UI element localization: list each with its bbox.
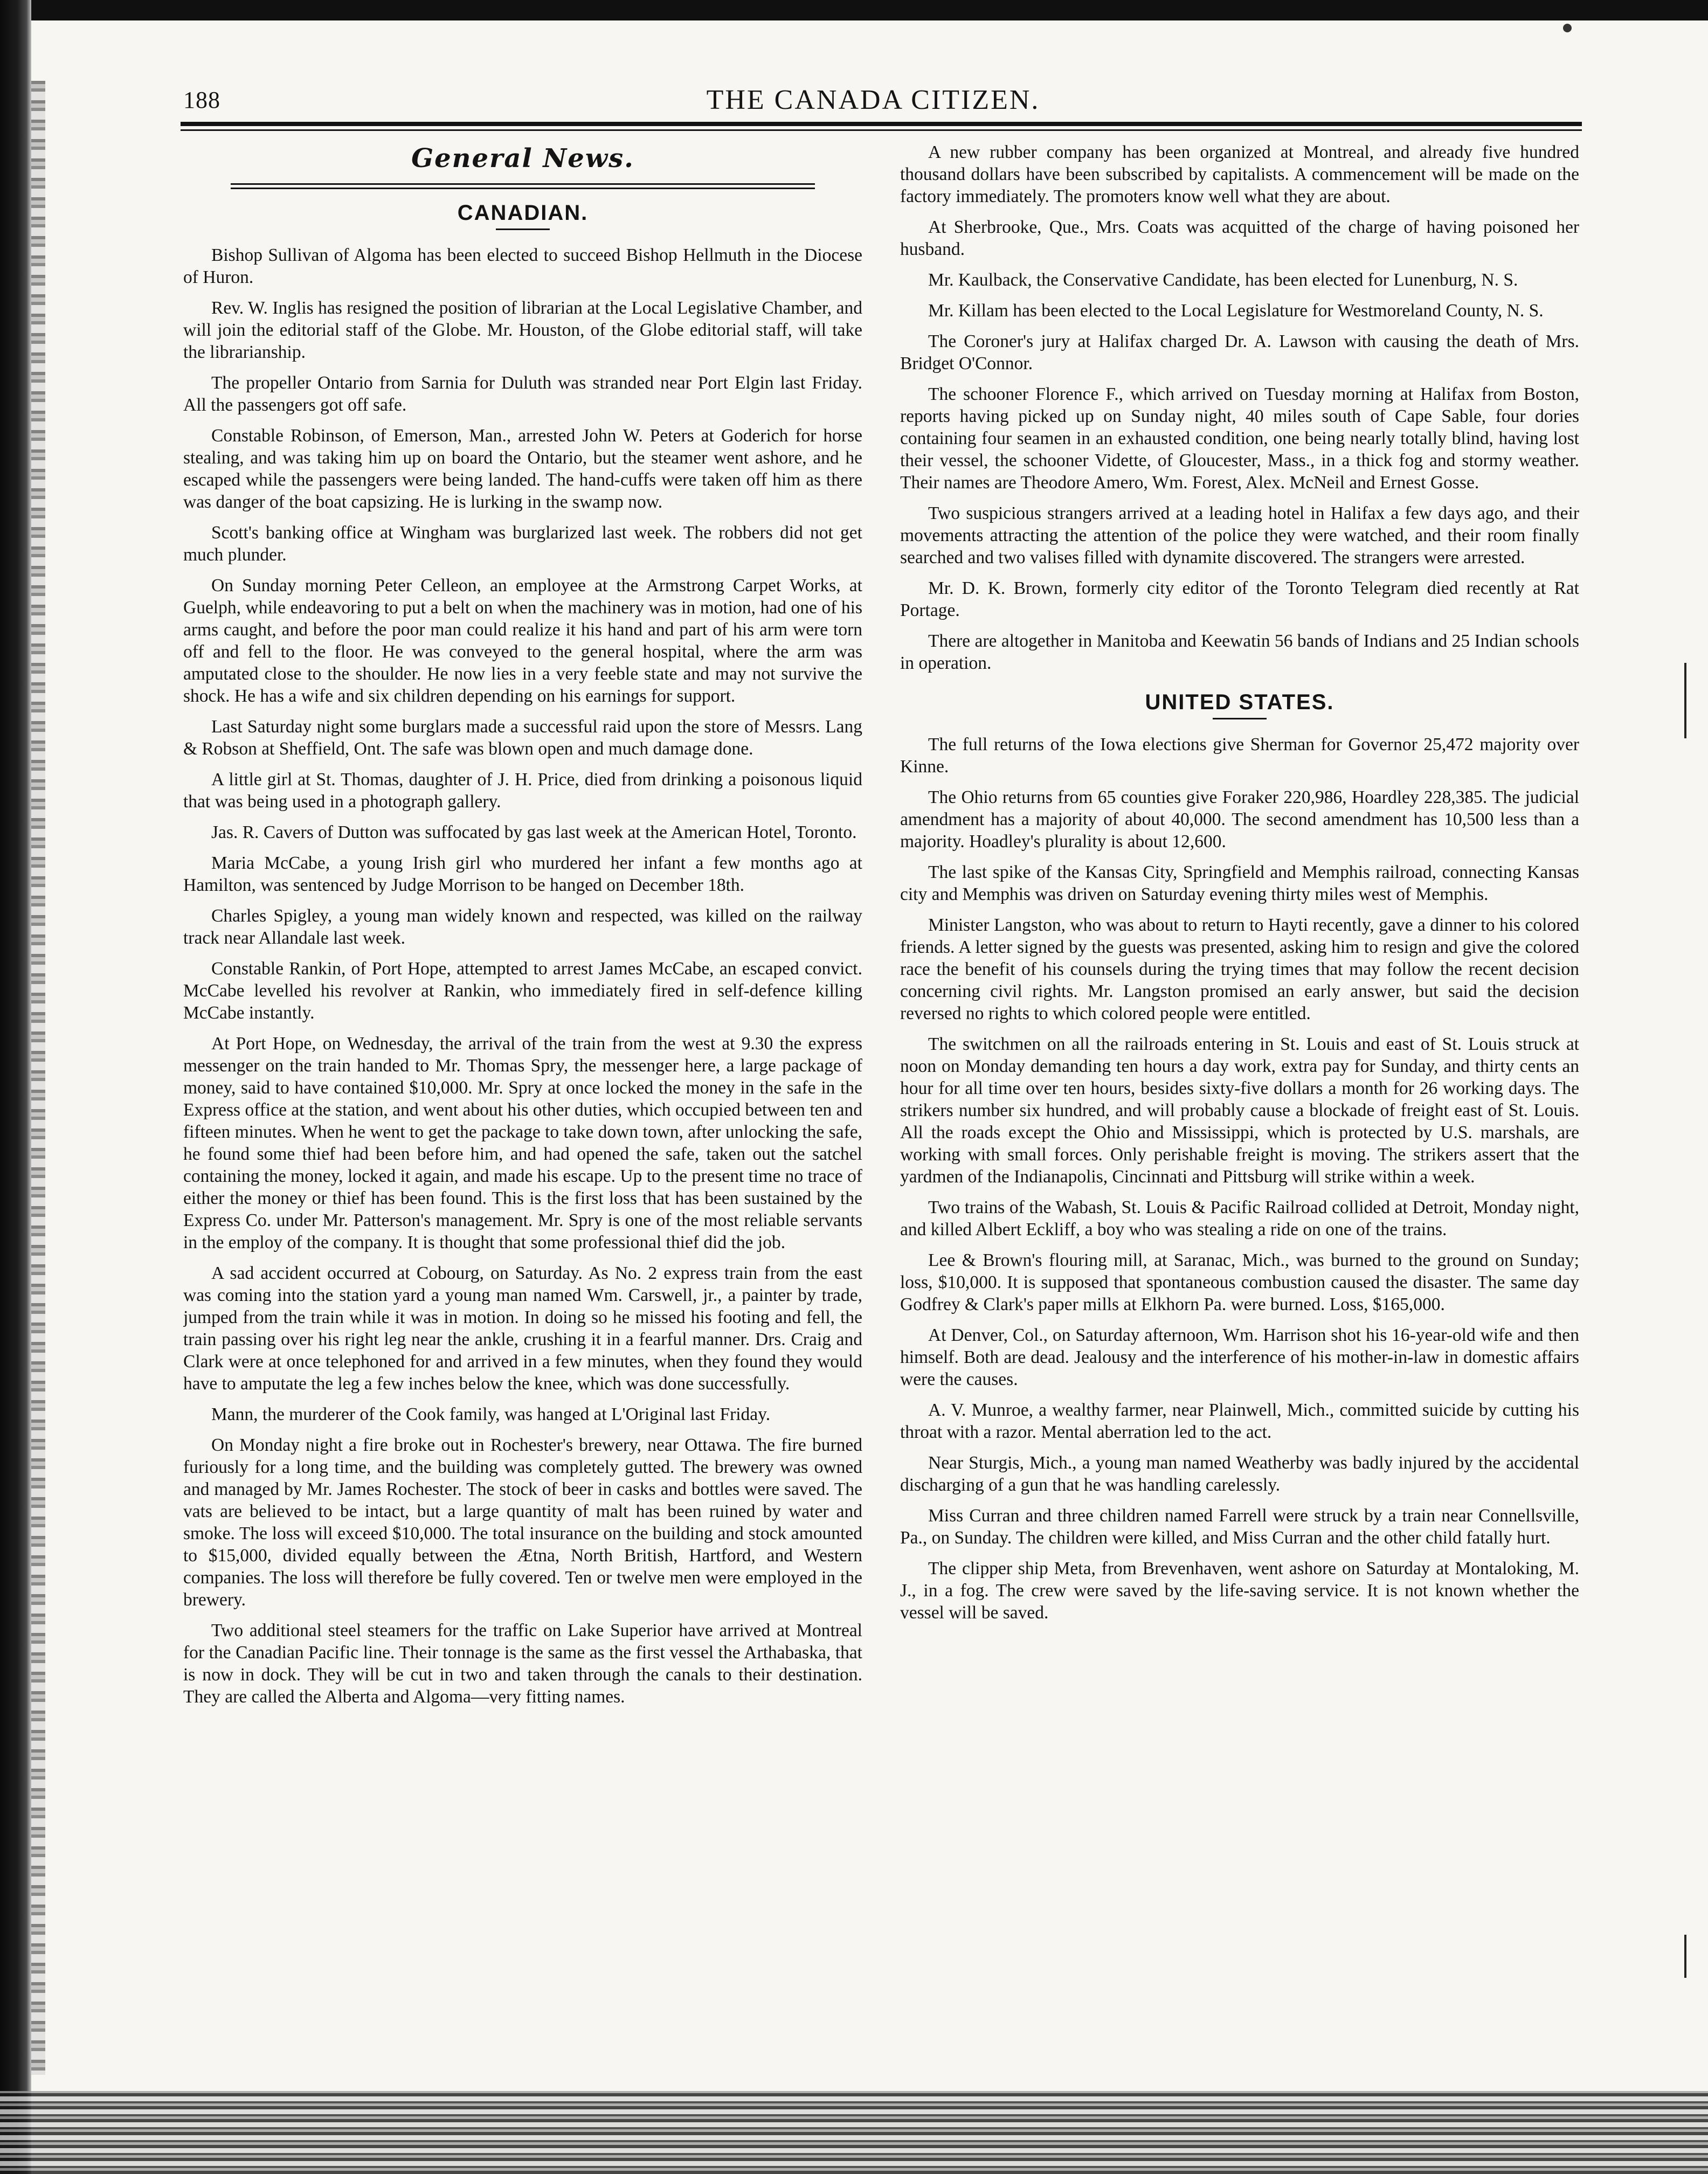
news-paragraph: The full returns of the Iowa elections give Sherman for Governor 25,472 majority over Kinne. [900, 735, 1579, 777]
news-paragraph: Jas. R. Cavers of Dutton was suffocated by gas last week at the American Hotel, Toronto. [211, 822, 857, 842]
news-paragraph: The Coroner's jury at Halifax charged Dr. A. Lawson with causing the death of Mrs. Bridget O'Connor. [900, 331, 1579, 373]
header-rule [181, 122, 1582, 126]
subsection-rule [1213, 718, 1267, 719]
news-paragraph: Two additional steel steamers for the traffic on Lake Superior have arrived at Montreal for the Canadian Pacific line. Their tonnage is the same as the first vessel the Arthabaska, that is now in dock. They will be cut in two and taken through the canals to their destination. They are called the Alberta and Algoma—very fitting names. [183, 1621, 862, 1707]
news-paragraph: The switchmen on all the railroads entering in St. Louis and east of St. Louis struck at noon on Monday demanding ten hours a day work, extra pay for Sunday, and thirty cents an hour for all time over ten hours, besides sixty-five dollars a month for 26 working days. The strikers number six hundred, and will probably cause a blockade of freight east of St. Louis. All the roads except the Ohio and Mississippi, which is protected by U.S. marshals, are working with small forces. Only perishable freight is moving. The strikers assert that the yardmen of the Indianapolis, Cincinnati and Pittsburg will strike within a week. [900, 1034, 1579, 1187]
news-paragraph: Maria McCabe, a young Irish girl who murdered her infant a few months ago at Hamilton, was sentenced by Judge Morrison to be hanged on December 18th. [183, 853, 862, 895]
news-paragraph: Mann, the murderer of the Cook family, was hanged at L'Original last Friday. [211, 1404, 771, 1424]
news-paragraph: There are altogether in Manitoba and Keewatin 56 bands of Indians and 25 Indian schools in operation. [900, 631, 1579, 673]
news-paragraph: Last Saturday night some burglars made a successful raid upon the store of Messrs. Lang & Robson at Sheffield, Ont. The safe was blown open and much damage done. [183, 717, 862, 759]
scan-binding-shadow [0, 0, 31, 2174]
scan-right-mark [1684, 1935, 1686, 1978]
news-paragraph: Scott's banking office at Wingham was burglarized last week. The robbers did not get much plunder. [183, 523, 862, 565]
news-paragraph: The clipper ship Meta, from Brevenhaven, went ashore on Saturday at Montaloking, M. J., in a fog. The crew were saved by the life-saving service. It is not known whether the vessel will be saved. [900, 1559, 1579, 1623]
news-paragraph: The propeller Ontario from Sarnia for Duluth was stranded near Port Elgin last Friday. All the passengers got off safe. [183, 373, 862, 415]
news-paragraph: Near Sturgis, Mich., a young man named Weatherby was badly injured by the accidental discharging of a gun that he was handling carelessly. [900, 1453, 1579, 1495]
news-paragraph: Minister Langston, who was about to return to Hayti recently, gave a dinner to his colored friends. A letter signed by the guests was presented, asking him to resign and give the colored race the benefit of his counsels during the trying times that may follow the recent decision concerning civil rights. Mr. Langston promised an early answer, but said the decision reversed no rights to which colored people were entitled. [900, 915, 1579, 1023]
subsection-rule [496, 229, 550, 230]
news-paragraph: Mr. Killam has been elected to the Local Legislature for Westmoreland County, N. S. [928, 301, 1544, 321]
news-paragraph: Constable Robinson, of Emerson, Man., arrested John W. Peters at Goderich for horse stealing, and was taking him up on board the Ontario, but the steamer went ashore, and he escaped while the passengers were being landed. The hand-cuffs were taken off him as there was danger of the boat capsizing. He is lurking in the swamp now. [183, 426, 862, 512]
news-paragraph: Miss Curran and three children named Farrell were struck by a train near Connellsville, Pa., on Sunday. The children were killed, and Miss Curran and the other child fatally hurt. [900, 1506, 1579, 1548]
news-paragraph: At Sherbrooke, Que., Mrs. Coats was acquitted of the charge of having poisoned her husband. [900, 217, 1579, 259]
news-paragraph: Lee & Brown's flouring mill, at Saranac, Mich., was burned to the ground on Sunday; loss, $10,000. It is supposed that spontaneous combustion caused the disaster. The same day Godfrey & Clark's paper mills at Elkhorn Pa. were burned. Loss, $165,000. [900, 1250, 1579, 1314]
news-paragraph: Constable Rankin, of Port Hope, attempted to arrest James McCabe, an escaped convict. McCabe levelled his revolver at Rankin, who immediately fired in self-defence killing McCabe instantly. [183, 959, 862, 1023]
subsection-title-united-states: UNITED STATES. [1145, 690, 1334, 714]
right-article-list [900, 141, 1579, 674]
news-paragraph: A. V. Munroe, a wealthy farmer, near Plainwell, Mich., committed suicide by cutting his throat with a razor. Mental aberration led to the act. [900, 1400, 1579, 1442]
news-paragraph: Two trains of the Wabash, St. Louis & Pacific Railroad collided at Detroit, Monday night, and killed Albert Eckliff, a boy who was stealing a ride on one of the trains. [900, 1197, 1579, 1240]
right-column [900, 141, 1579, 2076]
us-article-list [900, 733, 1579, 1624]
section-title: General News. [411, 143, 634, 174]
news-paragraph: Two suspicious strangers arrived at a leading hotel in Halifax a few days ago, and their movements attracting the attention of the police they were watched, and their room finally searched and two valises filled with dynamite discovered. The strangers were arrested. [900, 503, 1579, 567]
scan-right-mark [1684, 663, 1686, 738]
scan-bottom-border [0, 2091, 1708, 2174]
masthead-title: THE CANADA CITIZEN. [706, 85, 1040, 115]
left-article-list [183, 244, 862, 1708]
news-paragraph: Bishop Sullivan of Algoma has been elected to succeed Bishop Hellmuth in the Diocese of Huron. [183, 245, 862, 287]
news-paragraph: Charles Spigley, a young man widely known and respected, was killed on the railway track near Allandale last week. [183, 906, 862, 948]
left-column [183, 141, 862, 2076]
news-paragraph: Mr. D. K. Brown, formerly city editor of the Toronto Telegram died recently at Rat Portage. [900, 578, 1579, 620]
scan-top-border [0, 0, 1708, 20]
news-paragraph: A little girl at St. Thomas, daughter of J. H. Price, died from drinking a poisonous liquid that was being used in a photograph gallery. [183, 770, 862, 812]
news-paragraph: The schooner Florence F., which arrived on Tuesday morning at Halifax from Boston, reports having picked up on Sunday night, 40 miles south of Cape Sable, four dories containing four seamen in an exhausted condition, one being nearly totally blind, having lost their vessel, the schooner Vidette, of Gloucester, Mass., in a thick fog and stormy weather. Their names are Theodore Amero, Wm. Forest, Alex. McNeil and Ernest Gosse. [900, 384, 1579, 493]
scan-speck [1563, 24, 1572, 32]
news-paragraph: On Sunday morning Peter Celleon, an employee at the Armstrong Carpet Works, at Guelph, while endeavoring to put a belt on when the machinery was in motion, had one of his arms caught, and before the poor man could realize it his hand and part of his arm were torn off and fell to the floor. He was conveyed to the general hospital, where the arm was amputated close to the shoulder. He now lies in a very feeble state and may not survive the shock. He has a wife and six children depending on his earnings for support. [183, 576, 862, 706]
news-paragraph: Rev. W. Inglis has resigned the position of librarian at the Local Legislative Chamber, and will join the editorial staff of the Globe. Mr. Houston, of the Globe editorial staff, will take the librarianship. [183, 298, 862, 362]
news-paragraph: On Monday night a fire broke out in Rochester's brewery, near Ottawa. The fire burned furiously for a long time, and the building was completely gutted. The brewery was owned and managed by Mr. James Rochester. The stock of beer in casks and bottles were saved. The vats are believed to be intact, but a large quantity of malt has been ruined by water and smoke. The loss will exceed $10,000. The total insurance on the building and stock amounted to $15,000, divided equally between the Ætna, North British, Hartford, and Western companies. The loss will therefore be fully covered. Ten or twelve men were employed in the brewery. [183, 1435, 862, 1610]
subsection-title-canadian: CANADIAN. [457, 201, 589, 225]
news-paragraph: The last spike of the Kansas City, Springfield and Memphis railroad, connecting Kansas city and Memphis was driven on Saturday evening thirty miles west of Memphis. [900, 862, 1579, 904]
news-paragraph: Mr. Kaulback, the Conservative Candidate, has been elected for Lunenburg, N. S. [928, 270, 1518, 290]
news-paragraph: A sad accident occurred at Cobourg, on Saturday. As No. 2 express train from the east was coming into the station yard a young man named Wm. Carswell, jr., a painter by trade, jumped from the train while it was in motion. In doing so he missed his footing and fell, the train passing over his right leg near the ankle, crushing it in a fearful manner. Drs. Craig and Clark were at once telephoned for and arrived in a few minutes, when they found they would have to amputate the leg a few inches below the knee, which was done successfully. [183, 1263, 862, 1394]
news-paragraph: The Ohio returns from 65 counties give Foraker 220,986, Hoardley 228,385. The judicial amendment has a majority of about 40,000. The second amendment has 10,500 less than a majority. Hoadley's plurality is about 12,600. [900, 787, 1579, 851]
news-paragraph: At Port Hope, on Wednesday, the arrival of the train from the west at 9.30 the express messenger on the train handed to Mr. Thomas Spry, the messenger here, a large package of money, said to have contained $10,000. Mr. Spry at once locked the money in the safe in the Express office at the station, and went about his other duties, which occupied between ten and fifteen minutes. When he went to get the package to take down town, after unlocking the safe, he found some thief had been before him, and had opened the safe, taken out the satchel containing the money, locked it again, and made his escape. Up to the present time no trace of either the money or thief has been found. This is the first loss that has been sustained by the Express Co. under Mr. Patterson's management. Mr. Spry is one of the most reliable servants in the employ of the company. It is thought that some professional thief did the job. [183, 1034, 862, 1252]
header-rule-thin [181, 129, 1582, 131]
scan-page-edge [31, 81, 45, 2075]
page-number: 188 [183, 87, 220, 113]
section-double-rule [231, 183, 815, 189]
news-paragraph: A new rubber company has been organized at Montreal, and already five hundred thousand dollars have been subscribed by capitalists. A commencement will be made on the factory immediately. The promoters know well what they are about. [900, 142, 1579, 206]
news-paragraph: At Denver, Col., on Saturday afternoon, Wm. Harrison shot his 16-year-old wife and then himself. Both are dead. Jealousy and the interference of his mother-in-law in domestic affairs were the causes. [900, 1325, 1579, 1389]
